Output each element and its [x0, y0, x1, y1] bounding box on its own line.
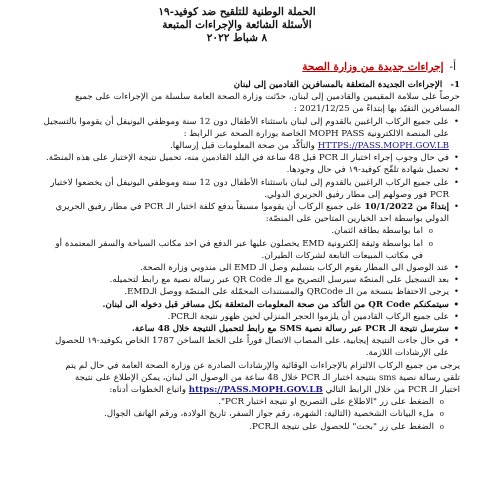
list-item: • على جميع الركاب الراغبين بالقدوم إلى لبنان باستثناء الأطفال دون 12 سنة وموظفي اليونيفل أن يقوموا بالتسجيل على المنصة الالكترونية MOPH PASS الخاصة بوزارة الصحة عبر الرابط : HTTPS://PASS.MOPH.GOV.LB والتأكّد من صحة المعلومات قبل إرسالها.: [14, 116, 449, 153]
list-item: • إبتداءً من 10/1/2022 على جميع الركاب أن يقوموا مسبقاً بدفع كلفة اختبار الـ PCR في مطار رفيق الحريري الدولي بواسطة احد الخيارين المتاحين على المنصّة: o اما بواسطة بطاقة ائتمان. o اما بواسطة وثيقة إلكترونية EMD يحصلون عليها عبر الدفع في احد مكاتب السياحة والسفر المعتمدة أو في مكاتب المبيعات التابعة لشركات الطيران.: [14, 201, 449, 262]
subsection-title: الإجراءات الجديدة المتعلقة بالمسافرين القادمين إلى لبنان: [233, 80, 443, 90]
list-item: o الضغط على زر "بحث" للحصول على نتيجة الـPCR.: [14, 421, 434, 433]
list-item: o ملء البيانات الشخصية (التالية: الشهرة، رقم جواز السفر، تاريخ الولادة، ورقم الهاتف الجوال.: [14, 408, 434, 420]
paragraph: تلقي رسالة نصية sms بنتيجة اختبار الـ PCR خلال 48 ساعة من الوصول الى لبنان، يمكن الإطلاع على نتيجة: [75, 372, 460, 383]
list-item: o الضغط على زر "الاطلاع على التصريح او نتيجة اختبار PCR".: [14, 396, 434, 408]
section-number: أ-: [449, 61, 456, 73]
campaign-title: الحملة الوطنية للتلقيح ضد كوفيد-١٩: [158, 6, 316, 18]
document-date: ٨ شباط ٢٠٢٢: [206, 32, 268, 44]
moph-pass-link[interactable]: HTTPS://PASS.MOPH.GOV.LB: [317, 141, 449, 152]
section-heading: [14, 61, 456, 73]
pass-results-link[interactable]: https://PASS.MOPH.GOV.LB: [188, 385, 323, 396]
steps-list: [14, 396, 460, 433]
document-subtitle: الأسئلة الشائعة والإجراءات المتبعة: [162, 19, 312, 31]
list-item: o اما بواسطة وثيقة إلكترونية EMD يحصلون عليها عبر الدفع في احد مكاتب السياحة والسفر المعتمدة أو في مكاتب المبيعات التابعة لشركات الطيران.: [14, 238, 423, 262]
effective-date: إبتداءً من 10/1/2022: [364, 202, 449, 213]
list-item: • على جميع الركاب القادمين أن يلزموا الحجر المنزلي لحين ظهور نتيجة الـPCR.: [14, 311, 449, 323]
list-item: • على جميع الركاب الراغبين بالقدوم إلى لبنان باستثناء الأطفال دون 12 سنة وموظفي اليونيفل أن يخضعوا لاختبار PCR فور وصولهم إلى مطار رفيق الحريري الدولي.: [14, 177, 449, 201]
payment-options-list: [14, 225, 449, 262]
subsection-heading: [14, 79, 460, 91]
list-item: • في حال وجوب إجراء اختبار الـ PCR قبل 48 ساعة في البلد القادمين منه، تحميل نتيجة الإختبار على هذه المنصّة.: [14, 152, 449, 164]
document-header: [14, 6, 460, 45]
paragraph: يرجى من جميع الركاب الالتزام بالإجراءات الوقائية والإرشادات الصادرة عن وزارة الصحة العامة في حال لم يتم: [65, 360, 460, 371]
list-item: • عند الوصول الى المطار يقوم الركاب بتسليم وصل الـ EMD الى مندوبي وزارة الصحة.: [14, 262, 449, 274]
document-body: [14, 79, 460, 433]
list-item: • يرجى الاحتفاظ بنسخة من الـ QRCode والمستندات المحمّلة على المنصّة ووصل الـEMD.: [14, 286, 449, 298]
intro-line: حرصاً على سلامة المقيمين والقادمين إلى لبنان، حدّثت وزارة الصحة العامة سلسلة من الإجراءات على جميع: [75, 92, 460, 103]
list-item: • بعد التسجيل على المنصّة سيرسل التصريح مع الـ QR Code عبر رسالة نصية مع رابط لتحميله.: [14, 274, 449, 286]
subsection-number: 1-: [450, 80, 460, 90]
list-item: o اما بواسطة بطاقة ائتمان.: [14, 225, 423, 237]
section-title: إجراءات جديدة من وزارة الصحة: [302, 61, 444, 73]
measures-list: [14, 116, 460, 360]
intro-line: المسافرين التقيّد بها إبتداءً من 2021/12/25 :: [293, 104, 460, 115]
list-item: • تحميل شهادة تلقّح كوفيد-١٩ في حال وجودها.: [14, 164, 449, 176]
list-item: • سيتمكنكم QR Code من التأكد من صحة المعلومات المتعلقة بكل مسافر قبل دخوله الى لبنان.: [14, 299, 449, 311]
list-item: • سترسل نتيجة الـ PCR عبر رسالة نصية SMS مع رابط لتحميل النتيجة خلال 48 ساعة.: [14, 323, 449, 335]
list-item: • في حال جاءت النتيجة إيجابية، على المصاب الاتصال فوراً على الخط الساخن 1787 الخاص بكوفيد-١٩ للحصول على الإرشادات اللازمة.: [14, 335, 449, 359]
paragraph: اختبار الـ PCR من خلال الرابط التالي https://PASS.MOPH.GOV.LB واتباع الخطوات أدناه:: [109, 385, 460, 396]
